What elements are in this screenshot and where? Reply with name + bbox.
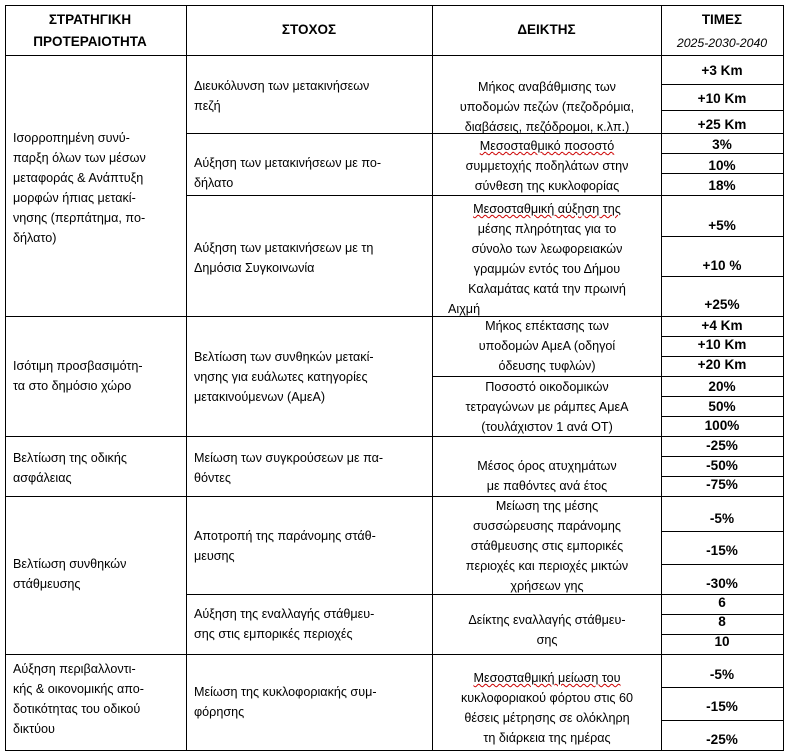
- indicator-3: [436, 199, 658, 319]
- value-cell: +10 Km: [697, 91, 747, 106]
- grid-line-h: [5, 654, 784, 655]
- grid-line-h: [661, 564, 784, 565]
- indicator-2: [436, 136, 658, 196]
- value-cell: 10%: [708, 158, 736, 173]
- indicator-9-line: Μεσοσταθμική μείωση του: [473, 671, 621, 685]
- priority-2-line: τα στο δημόσιο χώρο: [13, 379, 132, 393]
- indicator-6-line: Μέσος όρος ατυχημάτων: [477, 459, 617, 473]
- goal-7-line: Αύξηση της εναλλαγής στάθμευ-: [194, 607, 375, 621]
- goal-3-line: Αύξηση των μετακινήσεων με τη: [194, 241, 374, 255]
- indicator-3-line: μέσης πληρότητας για το: [477, 222, 617, 236]
- priority-3-line: Βελτίωση της οδικής: [13, 451, 127, 465]
- indicator-9-line: τη διάρκεια της ημέρας: [483, 731, 611, 745]
- priority-2: [13, 356, 143, 396]
- goal-8: [194, 682, 377, 722]
- indicator-7-line: συσσώρευσης παράνομης: [473, 519, 621, 533]
- grid-line-v: [783, 5, 784, 751]
- grid-line-v: [186, 5, 187, 751]
- value-cell: 3%: [712, 137, 732, 152]
- value-cell: 6: [718, 595, 726, 610]
- goal-3: [194, 238, 373, 278]
- grid-line-h: [5, 55, 784, 56]
- goal-2-line: Αύξηση των μετακινήσεων με πο-: [194, 156, 382, 170]
- priority-5-line: κής & οικονομικής απο-: [13, 682, 144, 696]
- grid-line-h: [661, 687, 784, 688]
- indicator-5-line: (τουλάχιστον 1 ανά ΟΤ): [481, 420, 613, 434]
- indicator-3-line: σύνολο των λεωφορειακών: [471, 242, 623, 256]
- grid-line-h: [661, 276, 784, 277]
- indicator-6: [436, 456, 658, 496]
- indicator-1: [436, 77, 658, 137]
- indicator-2-line: Μεσοσταθμικό ποσοστό: [479, 139, 615, 153]
- goal-1-line: Διευκόλυνση των μετακινήσεων: [194, 79, 370, 93]
- goal-7: [194, 604, 374, 644]
- priority-3-line: ασφάλειας: [13, 471, 72, 485]
- indicator-9: [436, 668, 658, 748]
- indicator-4-line: Μήκος επέκτασης των: [485, 319, 609, 333]
- indicator-8-line: σης: [536, 633, 558, 647]
- goal-1-line: πεζή: [194, 99, 221, 113]
- priority-4: [13, 554, 126, 594]
- indicator-7-line: Μείωση της μέσης: [495, 499, 599, 513]
- value-cell: +20 Km: [697, 357, 747, 372]
- value-cell: -15%: [706, 543, 738, 558]
- grid-line-h: [661, 153, 784, 154]
- header-values-years: 2025-2030-2040: [676, 36, 768, 50]
- indicator-3-line: Μεσοσταθμική αύξηση της: [473, 202, 621, 216]
- value-cell: +3 Km: [701, 63, 743, 78]
- priority-4-line: Βελτίωση συνθηκών: [13, 557, 127, 571]
- value-cell: 50%: [708, 399, 736, 414]
- indicator-3-line: Αιχμή: [448, 302, 481, 316]
- value-cell: -50%: [706, 458, 738, 473]
- value-cell: +10 %: [702, 258, 742, 273]
- indicator-5: [436, 377, 658, 437]
- goal-7-line: σης στις εμπορικές περιοχές: [194, 627, 353, 641]
- indicator-9-line: θέσεις μέτρησης σε ολόκληρη: [464, 711, 630, 725]
- priority-5-line: Αύξηση περιβαλλοντι-: [13, 662, 136, 676]
- goal-4-line: Βελτίωση των συνθηκών μετακί-: [194, 350, 374, 364]
- value-cell: 10: [714, 634, 730, 649]
- goal-2-line: δήλατο: [194, 176, 234, 190]
- grid-line-v: [5, 5, 6, 751]
- value-cell: -30%: [706, 576, 738, 591]
- priority-1-line: παρξη όλων των μέσων: [13, 151, 146, 165]
- value-cell: -75%: [706, 477, 738, 492]
- grid-line-h: [661, 720, 784, 721]
- value-cell: 8: [718, 614, 726, 629]
- value-cell: 20%: [708, 379, 736, 394]
- header-goal: ΣΤΟΧΟΣ: [281, 22, 337, 37]
- indicator-4-line: υποδομών ΑμεΑ (οδηγοί: [478, 339, 616, 353]
- priority-1-line: μεταφοράς & Ανάπτυξη: [13, 171, 144, 185]
- priority-5: [13, 659, 144, 739]
- grid-line-v: [432, 5, 433, 751]
- value-cell: +25 Km: [697, 117, 747, 132]
- goal-5-line: θόντες: [194, 471, 231, 485]
- value-cell: 18%: [708, 178, 736, 193]
- priority-4-line: στάθμευσης: [13, 577, 81, 591]
- goal-3-line: Δημόσια Συγκοινωνία: [194, 261, 315, 275]
- header-priority-line2: ΠΡΟΤΕΡΑΙΟΤΗΤΑ: [33, 34, 147, 49]
- grid-line-h: [5, 496, 784, 497]
- goal-5: [194, 448, 383, 488]
- priority-1: [13, 128, 146, 248]
- grid-line-h: [661, 236, 784, 237]
- indicator-7-line: χρήσεων γης: [510, 579, 584, 593]
- priority-2-line: Ισότιμη προσβασιμότη-: [13, 359, 143, 373]
- indicator-8-line: Δείκτης εναλλαγής στάθμευ-: [468, 613, 626, 627]
- priority-1-line: μορφών ήπιας μετακί-: [13, 191, 136, 205]
- priority-3: [13, 448, 127, 488]
- grid-line-h: [661, 110, 784, 111]
- indicator-4-line: όδευσης τυφλών): [498, 359, 596, 373]
- priority-5-line: δικτύου: [13, 722, 55, 736]
- value-cell: -25%: [706, 438, 738, 453]
- value-cell: -5%: [709, 667, 735, 682]
- grid-line-h: [661, 416, 784, 417]
- goal-8-line: φόρησης: [194, 705, 245, 719]
- header-values: ΤΙΜΕΣ: [701, 12, 743, 27]
- grid-line-h: [661, 531, 784, 532]
- indicator-8: [436, 610, 658, 650]
- value-cell: +25%: [704, 297, 740, 312]
- indicator-6-line: με παθόντες ανά έτος: [486, 479, 608, 493]
- grid-line-h: [5, 316, 784, 317]
- indicator-7: [436, 496, 658, 596]
- indicator-2-line: σύνθεση της κυκλοφορίας: [474, 179, 620, 193]
- goal-4: [194, 347, 374, 407]
- header-priority: [0, 9, 180, 53]
- grid-line-h: [661, 456, 784, 457]
- goal-6-line: μευσης: [194, 549, 235, 563]
- goal-8-line: Μείωση της κυκλοφοριακής συμ-: [194, 685, 377, 699]
- value-cell: -15%: [706, 699, 738, 714]
- goal-6: [194, 526, 376, 566]
- indicator-1-line: υποδομών πεζών (πεζοδρόμια,: [459, 100, 635, 114]
- indicator-1-line: διαβάσεις, πεζόδρομοι, κ.λπ.): [464, 120, 630, 134]
- priority-1-line: νησης (περπάτημα, πο-: [13, 211, 146, 225]
- value-cell: -5%: [709, 511, 735, 526]
- grid-line-h: [5, 5, 784, 6]
- indicator-3-line: γραμμών εντός του Δήμου: [473, 262, 621, 276]
- indicator-1-line: Μήκος αναβάθμισης των: [478, 80, 616, 94]
- header-indicator: ΔΕΙΚΤΗΣ: [517, 22, 576, 37]
- value-cell: 100%: [704, 418, 740, 433]
- grid-line-h: [661, 84, 784, 85]
- goal-4-line: μετακινούμενων (ΑμεΑ): [194, 390, 326, 404]
- priority-5-line: δοτικότητας του οδικού: [13, 702, 141, 716]
- goal-1: [194, 76, 369, 116]
- value-cell: -25%: [706, 732, 738, 747]
- header-priority-line1: ΣΤΡΑΤΗΓΙΚΗ: [48, 12, 132, 27]
- priority-1-line: δήλατο): [13, 231, 57, 245]
- goal-2: [194, 153, 381, 193]
- indicator-5-line: Ποσοστό οικοδομικών: [485, 380, 609, 394]
- grid-line-h: [661, 396, 784, 397]
- grid-line-h: [5, 436, 784, 437]
- indicator-7-line: περιοχές και περιοχές μικτών: [465, 559, 629, 573]
- value-cell: +4 Km: [701, 318, 743, 333]
- goal-5-line: Μείωση των συγκρούσεων με πα-: [194, 451, 384, 465]
- indicator-5-line: τετραγώνων με ράμπες ΑμεΑ: [465, 400, 629, 414]
- goal-4-line: νησης για ευάλωτες κατηγορίες: [194, 370, 368, 384]
- indicator-4: [436, 316, 658, 376]
- indicator-9-line: κυκλοφοριακού φόρτου στις 60: [460, 691, 633, 705]
- indicator-2-line: συμμετοχής ποδηλάτων στην: [465, 159, 629, 173]
- indicator-7-line: στάθμευσης στις εμπορικές: [470, 539, 624, 553]
- value-cell: +5%: [708, 218, 736, 233]
- goal-6-line: Αποτροπή της παράνομης στάθ-: [194, 529, 376, 543]
- indicator-3-line: Καλαμάτας κατά την πρωινή: [468, 282, 626, 296]
- priority-1-line: Ισορροπημένη συνύ-: [13, 131, 130, 145]
- grid-line-h: [5, 750, 784, 751]
- value-cell: +10 Km: [697, 337, 747, 352]
